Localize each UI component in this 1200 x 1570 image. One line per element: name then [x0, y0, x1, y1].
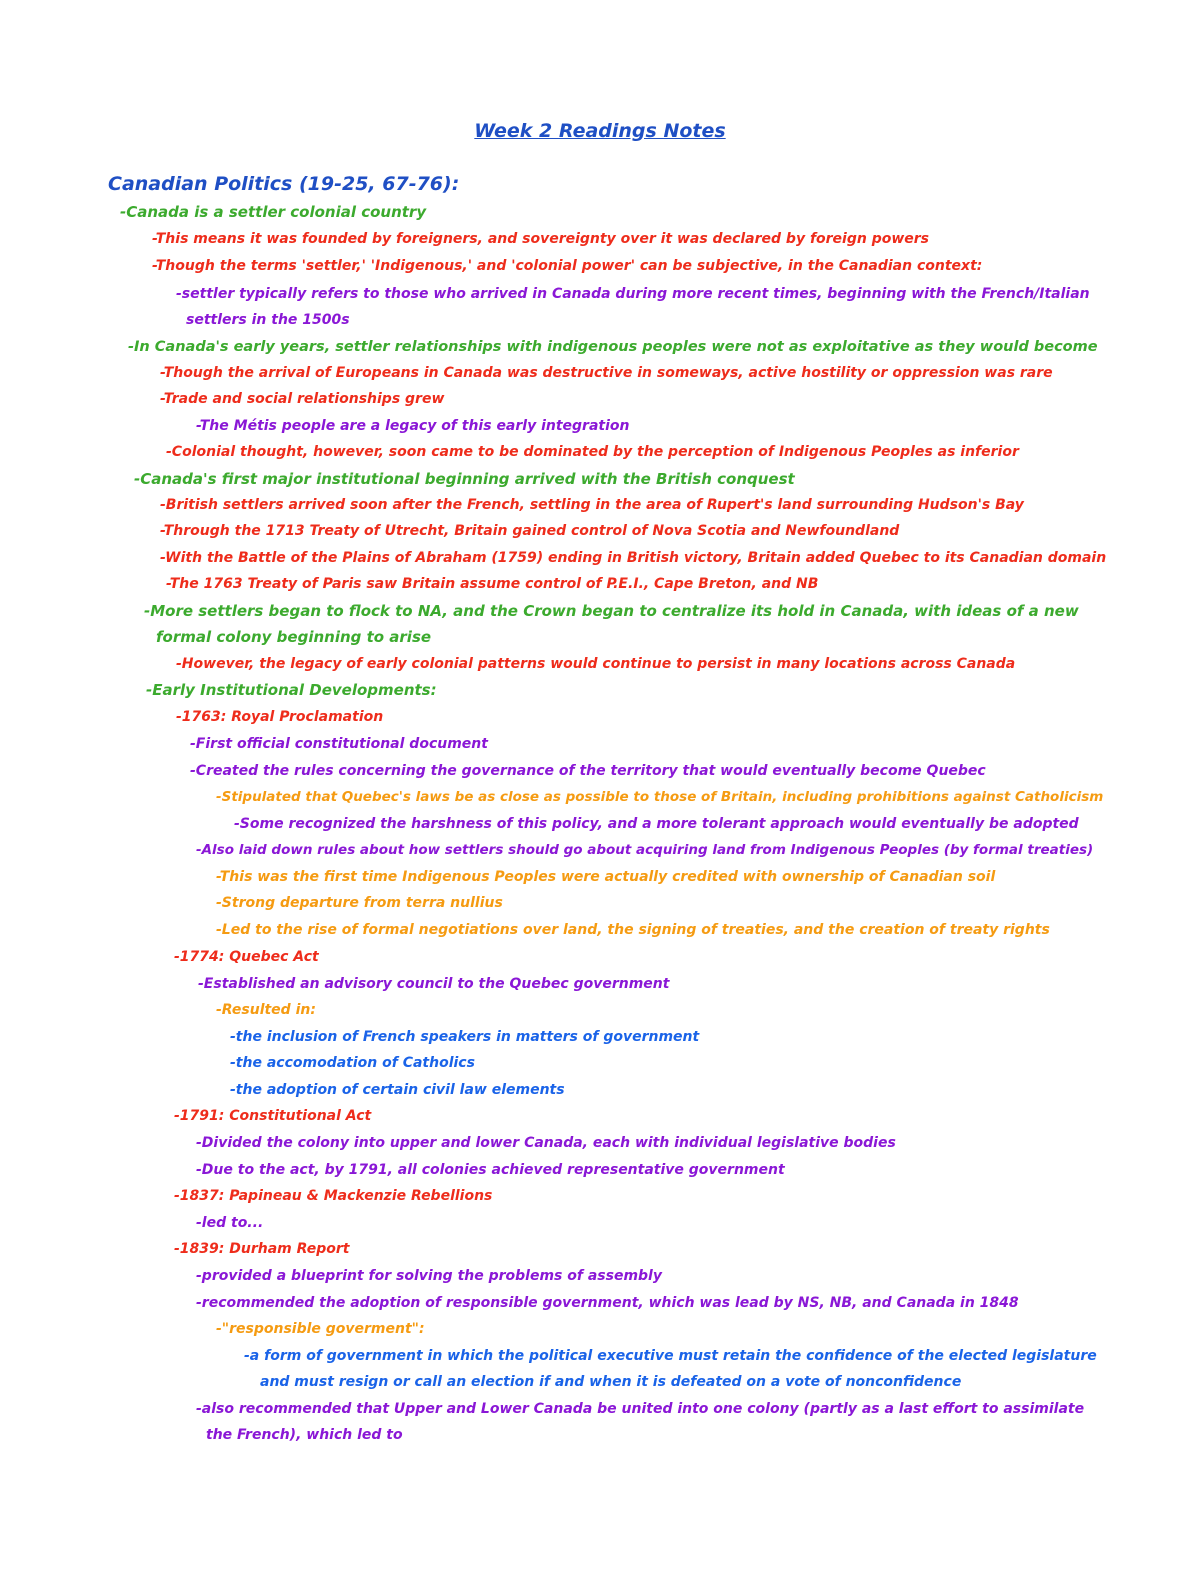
note-line: -Resulted in: — [216, 1002, 316, 1018]
note-line: -Led to the rise of formal negotiations over land, the signing of treaties, and the creation of treaty rights — [216, 922, 1050, 938]
note-line: -"responsible goverment": — [216, 1321, 425, 1337]
note-line: -This was the first time Indigenous Peoples were actually credited with ownership of Canadian soil — [216, 869, 996, 885]
note-line: the French), which led to — [206, 1427, 403, 1443]
note-line: -The 1763 Treaty of Paris saw Britain assume control of P.E.I., Cape Breton, and NB — [166, 576, 819, 592]
note-line: -Though the arrival of Europeans in Canada was destructive in someways, active hostility or oppression was rare — [160, 365, 1053, 381]
note-line: -recommended the adoption of responsible government, which was lead by NS, NB, and Canada in 1848 — [196, 1295, 1019, 1311]
note-line: -a form of government in which the political executive must retain the confidence of the elected legislature — [244, 1348, 1097, 1364]
section-heading: Canadian Politics (19-25, 67-76): — [108, 173, 460, 195]
note-line: -1837: Papineau & Mackenzie Rebellions — [174, 1188, 493, 1204]
note-line: -Through the 1713 Treaty of Utrecht, Britain gained control of Nova Scotia and Newfoundland — [160, 523, 900, 539]
note-line: -Colonial thought, however, soon came to be dominated by the perception of Indigenous Peoples as inferior — [166, 444, 1019, 460]
note-line: -Though the terms 'settler,' 'Indigenous,' and 'colonial power' can be subjective, in the Canadian context: — [152, 258, 983, 274]
note-line: -Also laid down rules about how settlers should go about acquiring land from Indigenous Peoples (by formal treaties) — [196, 842, 1094, 858]
note-line: -the inclusion of French speakers in matters of government — [230, 1029, 700, 1045]
note-line: -In Canada's early years, settler relationships with indigenous peoples were not as exploitative as they would become — [128, 339, 1098, 355]
note-line: -Canada's first major institutional beginning arrived with the British conquest — [134, 470, 795, 488]
note-line: -British settlers arrived soon after the French, settling in the area of Rupert's land surrounding Hudson's Bay — [160, 497, 1024, 513]
note-line: -1791: Constitutional Act — [174, 1108, 372, 1124]
note-line: -Established an advisory council to the Quebec government — [198, 976, 670, 992]
note-line: and must resign or call an election if and when it is defeated on a vote of nonconfidence — [260, 1374, 962, 1390]
note-line: -Created the rules concerning the governance of the territory that would eventually become Quebec — [190, 763, 986, 779]
note-line: -settler typically refers to those who arrived in Canada during more recent times, beginning with the French/Italian — [176, 286, 1090, 302]
note-line: -provided a blueprint for solving the problems of assembly — [196, 1268, 662, 1284]
note-line: -Due to the act, by 1791, all colonies achieved representative government — [196, 1162, 785, 1178]
note-line: -the accomodation of Catholics — [230, 1055, 475, 1071]
note-line: -More settlers began to flock to NA, and the Crown began to centralize its hold in Canada, with ideas of a new — [144, 602, 1079, 620]
note-line: -First official constitutional document — [190, 736, 488, 752]
note-line: -1839: Durham Report — [174, 1241, 350, 1257]
note-line: formal colony beginning to arise — [156, 628, 432, 646]
note-line: -Some recognized the harshness of this policy, and a more tolerant approach would eventually be adopted — [234, 816, 1079, 832]
note-line: -With the Battle of the Plains of Abraham (1759) ending in British victory, Britain added Quebec to its Canadian domain — [160, 550, 1107, 566]
note-line: -Trade and social relationships grew — [160, 391, 445, 407]
note-line: -also recommended that Upper and Lower Canada be united into one colony (partly as a last effort to assimilate — [196, 1401, 1085, 1417]
note-line: -1774: Quebec Act — [174, 949, 319, 965]
note-line: -Stipulated that Quebec's laws be as close as possible to those of Britain, including prohibitions against Catholicism — [216, 789, 1104, 805]
note-line: -Early Institutional Developments: — [146, 681, 437, 699]
note-line: -the adoption of certain civil law elements — [230, 1082, 565, 1098]
note-line: -However, the legacy of early colonial patterns would continue to persist in many locations across Canada — [176, 656, 1016, 672]
note-line: -Canada is a settler colonial country — [120, 203, 427, 221]
note-line: -Strong departure from terra nullius — [216, 895, 503, 911]
note-line: -This means it was founded by foreigners, and sovereignty over it was declared by foreign powers — [152, 231, 930, 247]
note-line: -The Métis people are a legacy of this early integration — [196, 418, 630, 434]
page-title: Week 2 Readings Notes — [474, 120, 726, 142]
note-line: -Divided the colony into upper and lower Canada, each with individual legislative bodies — [196, 1135, 896, 1151]
note-line: settlers in the 1500s — [186, 312, 350, 328]
note-line: -led to... — [196, 1215, 264, 1231]
note-line: -1763: Royal Proclamation — [176, 709, 384, 725]
